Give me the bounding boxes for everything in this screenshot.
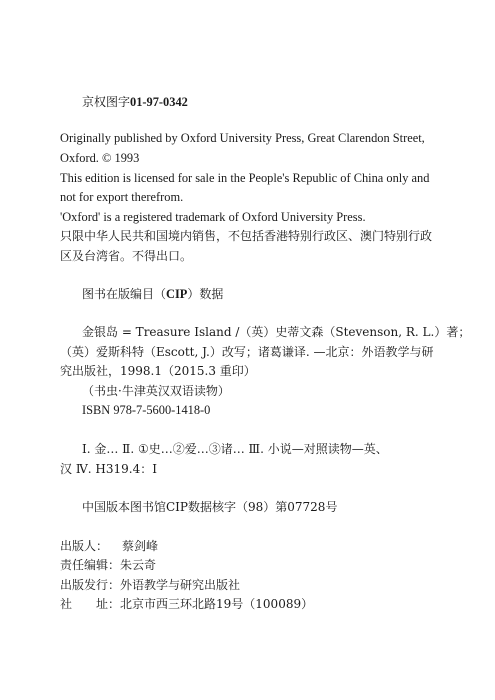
- cip-entry-line-2: （英）爱斯科特（Escott, J.）改写；诸葛谦译. —北京：外语教学与研: [60, 345, 434, 359]
- cip-heading: [82, 286, 223, 302]
- credit-label: 出版发行：: [60, 578, 121, 592]
- credit-value: 外语教学与研究出版社: [120, 578, 241, 592]
- cip-classification-line-2: 汉 Ⅳ. H319.4：I: [60, 462, 157, 476]
- cip-series: （书虫·牛津英汉双语读物）: [82, 384, 230, 398]
- publisher-notice-line-2: Oxford. © 1993: [60, 151, 140, 165]
- cip-entry-line-1: 金银岛 = Treasure Island /（英）史蒂文森（Stevenson, R. L.）著；: [82, 325, 471, 339]
- credit-address: [60, 596, 313, 612]
- publisher-notice-line-7: 区及台湾省。不得出口。: [60, 249, 193, 263]
- cip-verification: 中国版本图书馆CIP数据核字（98）第07728号: [82, 500, 338, 514]
- copyright-registration: [82, 94, 188, 110]
- credit-value: 蔡剑峰: [122, 539, 159, 553]
- credit-label: 出版人：: [60, 539, 109, 553]
- cip-classification-line-1: Ⅰ. 金… Ⅱ. ①史…②爱…③诸… Ⅲ. 小说—对照读物—英、: [82, 442, 388, 456]
- credit-value: 朱云奇: [120, 558, 157, 572]
- credit-label: 社 址：: [60, 597, 121, 611]
- credit-value: 北京市西三环北路19号（100089）: [120, 597, 314, 611]
- publisher-notice-line-3: This edition is licensed for sale in the People's Republic of China only and: [60, 171, 430, 185]
- copyright-registration-number: 01-97-0342: [130, 95, 188, 109]
- credit-editor: [60, 557, 156, 573]
- publisher-notice-line-5: 'Oxford' is a registered trademark of Oxford University Press.: [60, 210, 366, 224]
- credit-distributor: [60, 577, 240, 593]
- copyright-registration-label: 京权图字: [82, 95, 131, 109]
- credit-publisher: [60, 538, 158, 554]
- publisher-notice-line-4: not for export therefrom.: [60, 190, 184, 204]
- publisher-notice-line-1: Originally published by Oxford University Press, Great Clarendon Street,: [60, 131, 425, 145]
- cip-heading-post: ）数据: [187, 287, 224, 301]
- publisher-notice-line-6: 只限中华人民共和国境内销售，不包括香港特别行政区、澳门特别行政: [60, 229, 433, 243]
- cip-heading-pre: 图书在版编目（: [82, 287, 167, 301]
- isbn: ISBN 978-7-5600-1418-0: [82, 403, 211, 417]
- cip-entry-line-3: 究出版社，1998.1（2015.3 重印）: [60, 364, 256, 378]
- credit-label: 责任编辑：: [60, 558, 121, 572]
- cip-heading-bold: CIP: [166, 287, 188, 301]
